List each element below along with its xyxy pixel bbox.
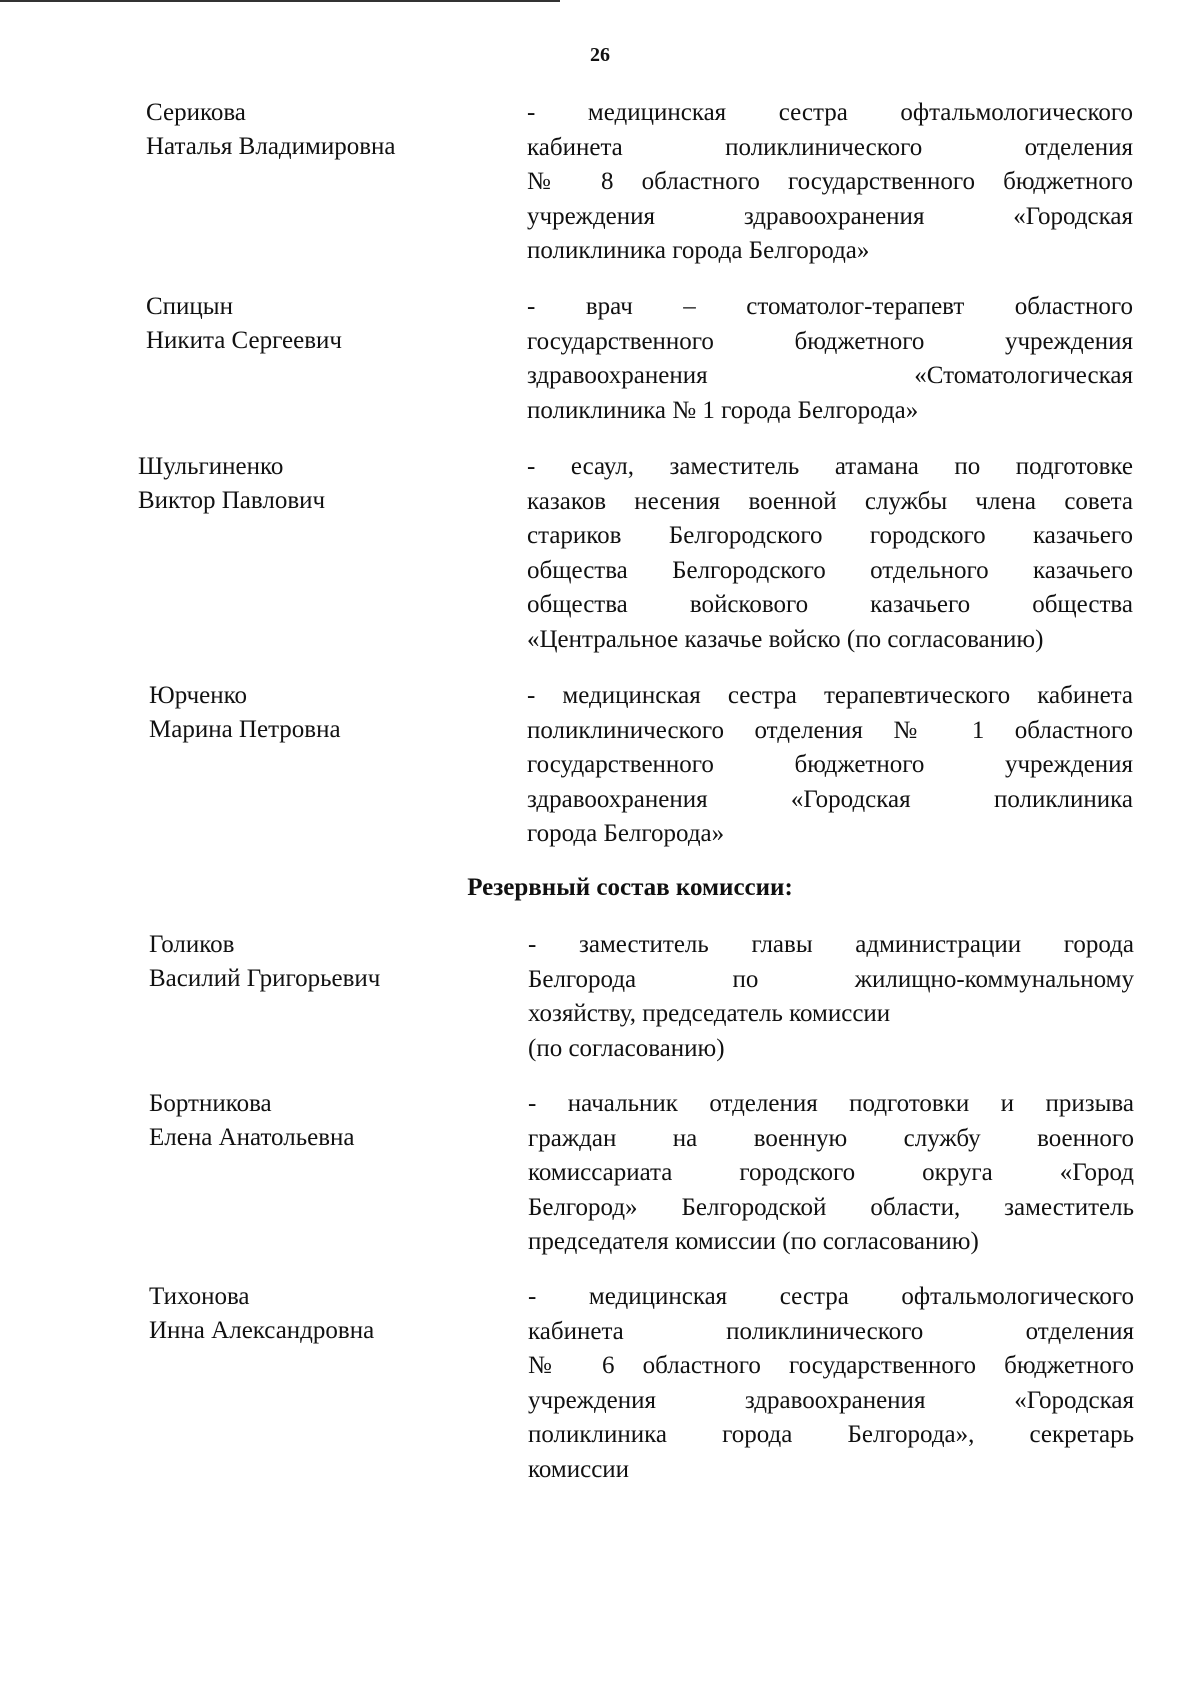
- description-line: общества войскового казачьего общества: [527, 591, 1133, 618]
- member-surname: Шульгиненко: [138, 453, 284, 480]
- member-given-name: Василий Григорьевич: [149, 965, 381, 992]
- description-line: хозяйству, председатель комиссии: [528, 1000, 891, 1027]
- member-given-name: Виктор Павлович: [138, 487, 326, 514]
- member-name: [149, 1087, 354, 1155]
- member-surname: Спицын: [146, 293, 233, 320]
- description-line: № 8 областного государственного бюджетного: [527, 168, 1133, 195]
- description-line: казаков несения военной службы члена совета: [527, 487, 1133, 515]
- member-name: [138, 450, 325, 518]
- description-line: общества Белгородского отдельного казачьего: [527, 556, 1133, 584]
- description-line: председателя комиссии (по согласованию): [528, 1228, 979, 1255]
- member-surname: Серикова: [146, 99, 246, 126]
- member-given-name: Никита Сергеевич: [146, 327, 342, 354]
- reserve-section-heading: Резервный состав комиссии:: [467, 874, 793, 901]
- description-line: - начальник отделения подготовки и призыва: [528, 1090, 1134, 1117]
- member-description: [527, 96, 1133, 269]
- member-name: [146, 96, 396, 164]
- description-line: комиссии: [528, 1455, 630, 1483]
- description-line: города Белгорода»: [527, 820, 725, 847]
- description-line: поликлиника города Белгорода»: [527, 237, 870, 264]
- description-line: стариков Белгородского городского казачьего: [527, 522, 1133, 549]
- description-line: поликлинического отделения № 1 областного: [527, 716, 1133, 744]
- description-line: комиссариата городского округа «Город: [528, 1159, 1134, 1186]
- member-name: [149, 928, 380, 996]
- member-name: [149, 679, 341, 747]
- description-line: государственного бюджетного учреждения: [527, 327, 1133, 355]
- member-description: [528, 1087, 1134, 1260]
- description-line: поликлиника № 1 города Белгорода»: [527, 396, 919, 424]
- description-line: - медицинская сестра офтальмологического: [528, 1283, 1134, 1310]
- member-surname: Бортникова: [149, 1090, 272, 1117]
- member-given-name: Инна Александровна: [149, 1317, 375, 1344]
- member-description: [527, 679, 1133, 852]
- member-surname: Тихонова: [149, 1283, 250, 1310]
- member-description: [527, 450, 1133, 657]
- member-surname: Юрченко: [149, 682, 247, 709]
- description-line: Белгорода по жилищно-коммунальному: [528, 965, 1134, 993]
- description-line: учреждения здравоохранения «Городская: [527, 202, 1133, 230]
- description-line: здравоохранения «Стоматологическая: [527, 362, 1133, 389]
- description-line: № 6 областного государственного бюджетного: [528, 1352, 1134, 1379]
- description-line: государственного бюджетного учреждения: [527, 751, 1133, 778]
- description-line: кабинета поликлинического отделения: [528, 1317, 1134, 1345]
- page-number: 26: [590, 44, 610, 66]
- member-description: [528, 928, 1134, 1066]
- description-line: - есаул, заместитель атамана по подготовке: [527, 453, 1133, 480]
- description-line: (по согласованию): [528, 1034, 725, 1062]
- description-line: учреждения здравоохранения «Городская: [528, 1386, 1134, 1414]
- member-description: [528, 1280, 1134, 1487]
- top-scan-edge: [0, 0, 560, 2]
- description-line: - заместитель главы администрации города: [528, 931, 1134, 958]
- description-line: здравоохранения «Городская поликлиника: [527, 785, 1133, 813]
- description-line: поликлиника города Белгорода», секретарь: [528, 1421, 1134, 1448]
- member-given-name: Наталья Владимировна: [146, 133, 396, 160]
- description-line: граждан на военную службу военного: [528, 1124, 1134, 1152]
- description-line: - медицинская сестра терапевтического кабинета: [527, 682, 1133, 709]
- member-name: [146, 290, 342, 358]
- member-given-name: Марина Петровна: [149, 716, 341, 743]
- member-given-name: Елена Анатольевна: [149, 1124, 355, 1151]
- description-line: кабинета поликлинического отделения: [527, 133, 1133, 161]
- member-surname: Голиков: [149, 931, 235, 958]
- description-line: - врач – стоматолог-терапевт областного: [527, 293, 1133, 320]
- member-name: [149, 1280, 374, 1348]
- description-line: «Центральное казачье войско (по согласованию): [527, 625, 1044, 653]
- member-description: [527, 290, 1133, 428]
- description-line: - медицинская сестра офтальмологического: [527, 99, 1133, 126]
- description-line: Белгород» Белгородской области, заместитель: [528, 1193, 1134, 1221]
